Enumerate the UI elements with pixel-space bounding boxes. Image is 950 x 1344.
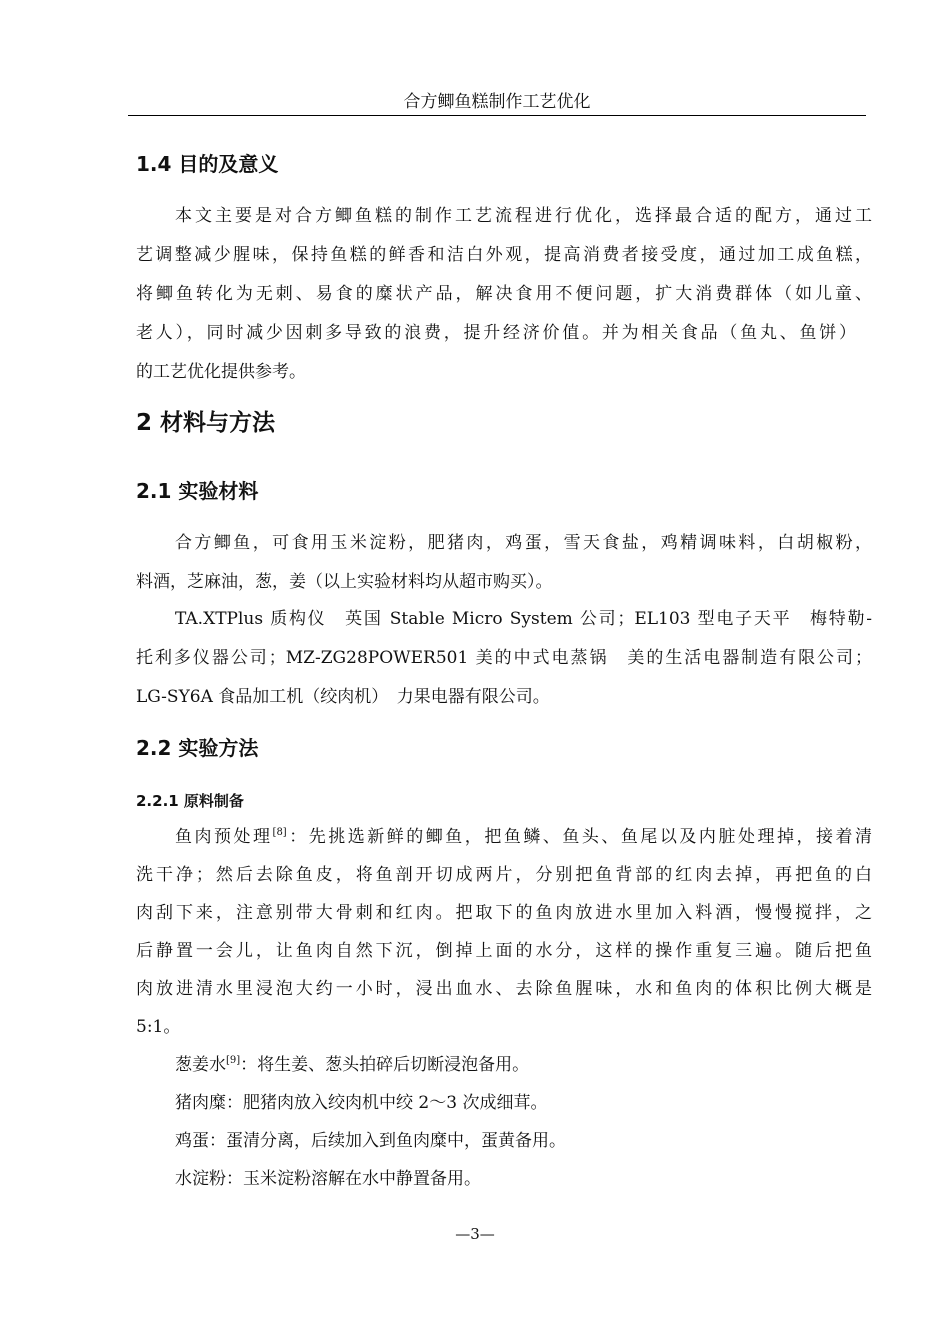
section-heading-1-4: 1.4 目的及意义 [136,152,279,176]
text-line: 肉刮下来，注意别带大骨刺和红肉。把取下的鱼肉放进水里加入料酒，慢慢搅拌，之 [136,903,872,923]
text-line: 后静置一会儿，让鱼肉自然下沉，倒掉上面的水分，这样的操作重复三遍。随后把鱼 [136,941,872,961]
page-number: —3— [455,1225,495,1243]
paragraph-equipment [136,600,872,717]
text-line: 艺调整减少腥味，保持鱼糕的鲜香和洁白外观，提高消费者接受度，通过加工成鱼糕， [136,245,872,265]
paragraph-fish-pretreatment [136,818,872,1198]
section-heading-2-2: 2.2 实验方法 [136,736,259,760]
text-line: 本文主要是对合方鲫鱼糕的制作工艺流程进行优化，选择最合适的配方，通过工 [175,206,872,226]
subsection-heading-2-2-1: 2.2.1 原料制备 [136,792,244,810]
text-line-starch: 水淀粉：玉米淀粉溶解在水中静置备用。 [175,1169,481,1189]
text-line: 合方鲫鱼，可食用玉米淀粉，肥猪肉，鸡蛋，雪天食盐，鸡精调味料，白胡椒粉， [175,533,872,553]
text-line: 将鲫鱼转化为无刺、易食的糜状产品，解决食用不便问题，扩大消费群体（如儿童、 [136,284,872,304]
running-header: 合方鲫鱼糕制作工艺优化 [403,92,591,112]
text-line: 托利多仪器公司；MZ-ZG28POWER501 美的中式电蒸锅 美的生活电器制造有限公司； [136,648,872,668]
paragraph-materials [136,524,872,602]
text-line [136,818,872,856]
text-line: 肉放进清水里浸泡大约一小时，浸出血水、去除鱼腥味，水和鱼肉的体积比例大概是 [136,979,872,999]
ginger-rest: ：将生姜、葱头拍碎后切断浸泡备用。 [240,1055,530,1075]
text-line: 洗干净；然后去除鱼皮，将鱼剖开切成两片，分别把鱼背部的红肉去掉，再把鱼的白 [136,865,872,885]
text-line: TA.XTPlus 质构仪 英国 Stable Micro System 公司；EL103 型电子天平 梅特勒- [175,609,872,629]
text-line: 老人），同时减少因刺多导致的浪费，提升经济价值。并为相关食品（鱼丸、鱼饼） [136,323,856,343]
fish-label: 鱼肉预处理 [175,827,273,847]
section-heading-2-1: 2.1 实验材料 [136,479,259,503]
text-line-egg: 鸡蛋：蛋清分离，后续加入到鱼肉糜中，蛋黄备用。 [175,1131,566,1151]
citation-ref: [9] [226,1055,241,1066]
header-rule [128,115,866,116]
paragraph-purpose [136,197,872,392]
text-line: 5:1。 [136,1017,181,1037]
text-line: 料酒，芝麻油，葱，姜（以上实验材料均从超市购买）。 [136,572,553,592]
citation-ref: [8] [272,827,287,838]
ginger-label: 葱姜水 [175,1055,226,1075]
fish-first-line-rest: ：先挑选新鲜的鲫鱼，把鱼鳞、鱼头、鱼尾以及内脏处理掉，接着清 [286,827,872,847]
text-line: LG-SY6A 食品加工机（绞肉机） 力果电器有限公司。 [136,687,550,707]
text-line: 的工艺优化提供参考。 [136,362,306,382]
text-line-ginger-water [136,1046,872,1084]
text-line-pork: 猪肉糜：肥猪肉放入绞肉机中绞 2～3 次成细茸。 [175,1093,548,1113]
chapter-heading-2: 2 材料与方法 [136,410,276,436]
